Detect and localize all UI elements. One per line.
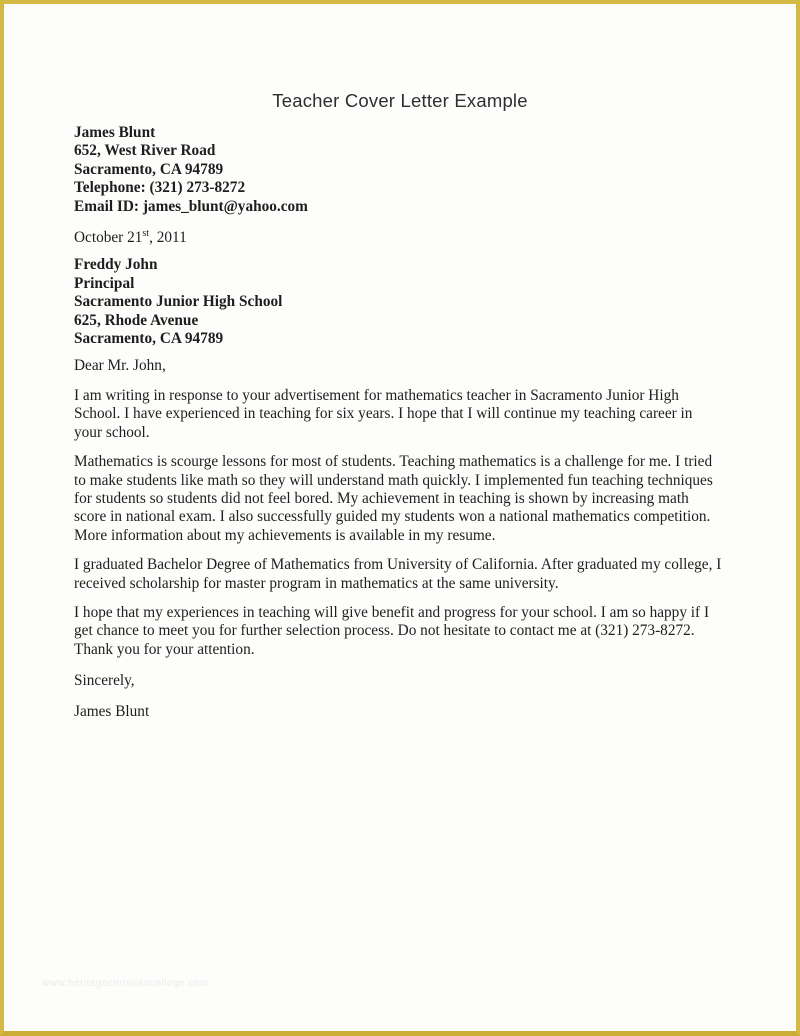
recipient-name: Freddy John bbox=[74, 256, 158, 274]
sender-street: 652, West River Road bbox=[74, 142, 216, 160]
sender-city: Sacramento, CA 94789 bbox=[74, 160, 224, 178]
watermark: www.heritagechristiancollege.com bbox=[42, 978, 209, 989]
recipient-school: Sacramento Junior High School bbox=[74, 293, 283, 311]
recipient-address bbox=[74, 256, 722, 348]
body-paragraph-2: Mathematics is scourge lessons for most of students. Teaching mathematics is a challenge for me. I tried to make students like math so they will understand math quickly. I implemented fun teaching techniques for students so students did not feel bored. My achievement in teaching is shown by increasing math score in national exam. I also successfully guided my students won a national mathematics competition. More information about my achievements is available in my resume. bbox=[74, 453, 713, 544]
page-title: Teacher Cover Letter Example bbox=[272, 90, 528, 111]
body-paragraph-3: I graduated Bachelor Degree of Mathematics from University of California. After graduated my college, I received scholarship for master program in mathematics at the same university. bbox=[74, 556, 722, 592]
sender-email: Email ID: james_blunt@yahoo.com bbox=[74, 197, 308, 215]
sender-address bbox=[74, 124, 722, 216]
body-paragraph-4: I hope that my experiences in teaching will give benefit and progress for your school. I am so happy if I get chance to meet you for further selection process. Do not hesitate to contact me at (321) 273-8272. Thank you for your attention. bbox=[74, 603, 710, 658]
letter-content bbox=[4, 124, 796, 721]
recipient-street: 625, Rhode Avenue bbox=[74, 311, 199, 329]
date-suffix: , 2011 bbox=[149, 229, 187, 247]
date-prefix: October 21 bbox=[74, 229, 143, 247]
date-ordinal-superscript: st bbox=[142, 227, 150, 239]
signature-name: James Blunt bbox=[74, 702, 150, 720]
body-paragraph-1: I am writing in response to your advertisement for mathematics teacher in Sacramento Junior High School. I have experienced in teaching for six years. I hope that I will continue my teaching career in your school. bbox=[74, 386, 693, 441]
sender-telephone: Telephone: (321) 273-8272 bbox=[74, 179, 246, 197]
recipient-city: Sacramento, CA 94789 bbox=[74, 330, 224, 348]
salutation: Dear Mr. John, bbox=[74, 357, 166, 375]
date-line bbox=[74, 229, 722, 247]
recipient-title: Principal bbox=[74, 274, 135, 292]
sender-name: James Blunt bbox=[74, 124, 156, 141]
closing: Sincerely, bbox=[74, 672, 135, 690]
